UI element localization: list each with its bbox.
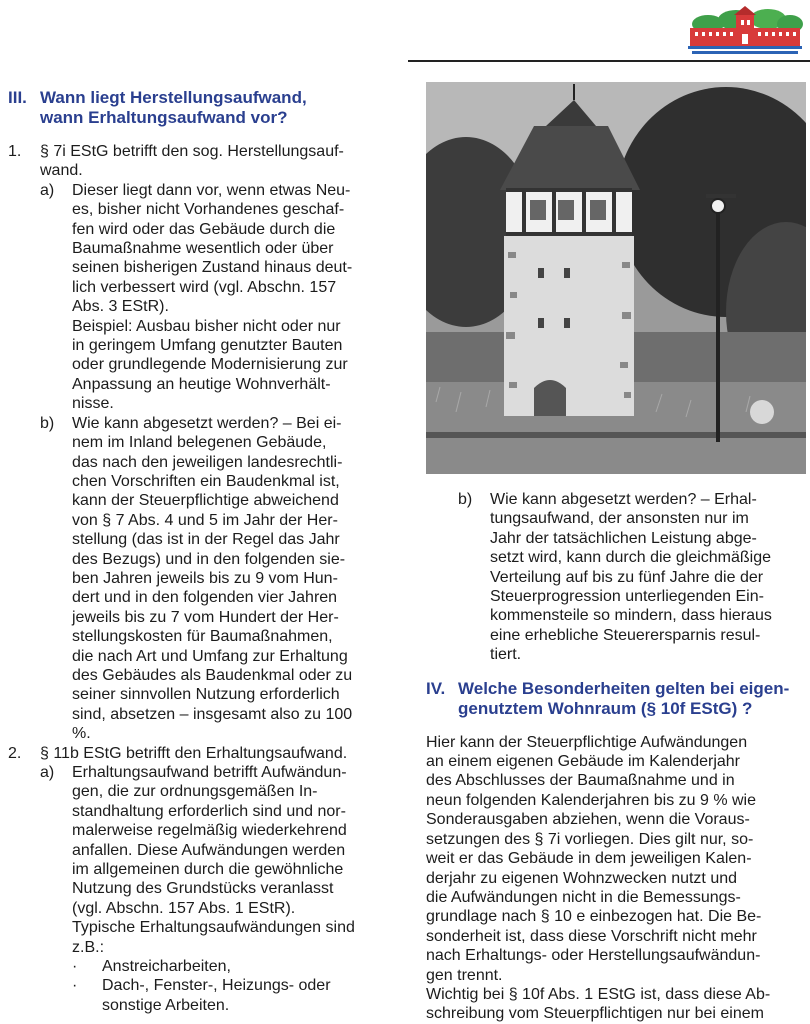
sub-item-2a: a) Erhaltungsaufwand betrifft Aufwändun- gen, die zur ordnungsgemäßen In- standhaltung erforderlich sind und nor- malerweise regelmäßig wiederkehrend anfallen. Diese Aufwändungen werden im allgemeinen durch die gewöhnliche Nutzung des Grundstücks veranlasst (vgl. Abschn. 157 Abs. 1 EStR). Typische Erhaltungsaufwändungen sind z.B.: · Anstreicharbeiten, · Dach-, Fenster-, Heizungs- oder sonstige Arbeiten.: [40, 763, 392, 1015]
header-rule: [408, 60, 810, 62]
right-column: [426, 490, 810, 1024]
bullet-item: · Dach-, Fenster-, Heizungs- oder sonstige Arbeiten.: [72, 977, 331, 1014]
tower-photo: [426, 82, 806, 474]
list-item-1: 1. § 7i EStG betrifft den sog. Herstellungsauf- wand. a) Dieser liegt dann vor, wenn etwas Neu- es, bisher nicht Vorhandenes geschaf- fen wird oder das Gebäude durch die Baumaßnahme wesentlich oder über seinen bisherigen Zustand hinaus deut- lich verbessert wird (vgl. Abschn. 157 Abs. 3 EStR). Beispiel: Ausbau bisher nicht oder nur in geringem Umfang genutzter Bauten oder grundlegende Modernisierung zur Anpassung an heutige Wohnverhält- nisse. b) Wie kann abgesetzt werden? – Bei ei- nem im Inland belegenen Gebäude, das nach den jeweiligen landesrechtli- chen Vorschriften ein Baudenkmal ist, kann der Steuerpflichtige abweichend von § 7 Abs. 4 und 5 im Jahr der Her- stellung (das ist in der Regel das Jahr des Bezugs) und in den folgenden sie- ben Jahren jeweils bis zu 9 vom Hun- dert und in den folgenden vier Jahren jeweils bis zu 7 vom Hundert der Her- stellungskosten für Baumaßnahmen, die nach Art und Umfang zur Erhaltung des Gebäudes als Baudenkmal oder zu seiner sinnvollen Nutzung erforderlich sind, absetzen – insgesamt also zu 100 %.: [8, 142, 392, 744]
castle-logo: [686, 6, 804, 58]
sub-item-2b: b) Wie kann abgesetzt werden? – Erhal- tungsaufwand, der ansonsten nur im Jahr der tatsächlichen Leistung abge- setzt wird, kann durch die gleichmäßige Verteilung auf bis zu fünf Jahre die der Steuerprogression unterliegenden Ein- kommensteile so mindern, dass hieraus eine erhebliche Steuerersparnis resul- tiert.: [458, 491, 772, 664]
sub-item-1b: b) Wie kann abgesetzt werden? – Bei ei- nem im Inland belegenen Gebäude, das nach den jeweiligen landesrechtli- chen Vorschriften ein Baudenkmal ist, kann der Steuerpflichtige abweichend von § 7 Abs. 4 und 5 im Jahr der Her- stellung (das ist in der Regel das Jahr des Bezugs) und in den folgenden sie- ben Jahren jeweils bis zu 9 vom Hun- dert und in den folgenden vier Jahren jeweils bis zu 7 vom Hundert der Her- stellungskosten für Baumaßnahmen, die nach Art und Umfang zur Erhaltung des Gebäudes als Baudenkmal oder zu seiner sinnvollen Nutzung erforderlich sind, absetzen – insgesamt also zu 100 %.: [40, 414, 353, 743]
paragraph-2: Wichtig bei § 10f Abs. 1 EStG ist, dass diese Ab- schreibung vom Steuerpflichtigen nur bei einem: [426, 985, 771, 1023]
heading-iii: III. Wann liegt Herstellungsaufwand, wann Erhaltungsaufwand vor?: [8, 88, 307, 127]
left-column: [8, 88, 392, 1015]
heading-iv: IV. Welche Besonderheiten gelten bei eigen- genutztem Wohnraum (§ 10f EStG) ?: [426, 678, 790, 718]
list-item-2: 2. § 11b EStG betrifft den Erhaltungsaufwand. a) Erhaltungsaufwand betrifft Aufwändun- gen, die zur ordnungsgemäßen In- standhaltung erforderlich sind und nor- malerweise regelmäßig wiederkehrend anfallen. Diese Aufwändungen werden im allgemeinen durch die gewöhnliche Nutzung des Grundstücks veranlasst (vgl. Abschn. 157 Abs. 1 EStR). Typische Erhaltungsaufwändungen sind z.B.: · Anstreicharbeiten, · Dach-, Fenster-, Heizungs- oder sonstige Arbeiten.: [8, 744, 392, 1016]
bullet-item: · Anstreicharbeiten,: [72, 958, 231, 976]
sub-item-1a: a) Dieser liegt dann vor, wenn etwas Neu- es, bisher nicht Vorhandenes geschaf- fen wird oder das Gebäude durch die Baumaßnahme wesentlich oder über seinen bisherigen Zustand hinaus deut- lich verbessert wird (vgl. Abschn. 157 Abs. 3 EStR). Beispiel: Ausbau bisher nicht oder nur in geringem Umfang genutzter Bauten oder grundlegende Modernisierung zur Anpassung an heutige Wohnverhält- nisse.: [40, 181, 353, 413]
paragraph-1: Hier kann der Steuerpflichtige Aufwändungen an einem eigenen Gebäude im Kalenderjahr des Abschlusses der Baumaßnahme und in neun folgenden Kalenderjahren bis zu 9 % wie Sonderausgaben abziehen, wenn die Voraus- setzungen des § 7i vorliegen. Dies gilt nur, so- weit er das Gebäude in dem jeweiligen Kalen- derjahr zu eigenen Wohnzwecken nutzt und die Aufwändungen nicht in die Bemessungs- grundlage nach § 10 e einbezogen hat. Die Be- sonderheit ist, dass diese Vorschrift nicht mehr nach Erhaltungs- oder Herstellungsaufwändun- gen trennt.: [426, 733, 762, 984]
